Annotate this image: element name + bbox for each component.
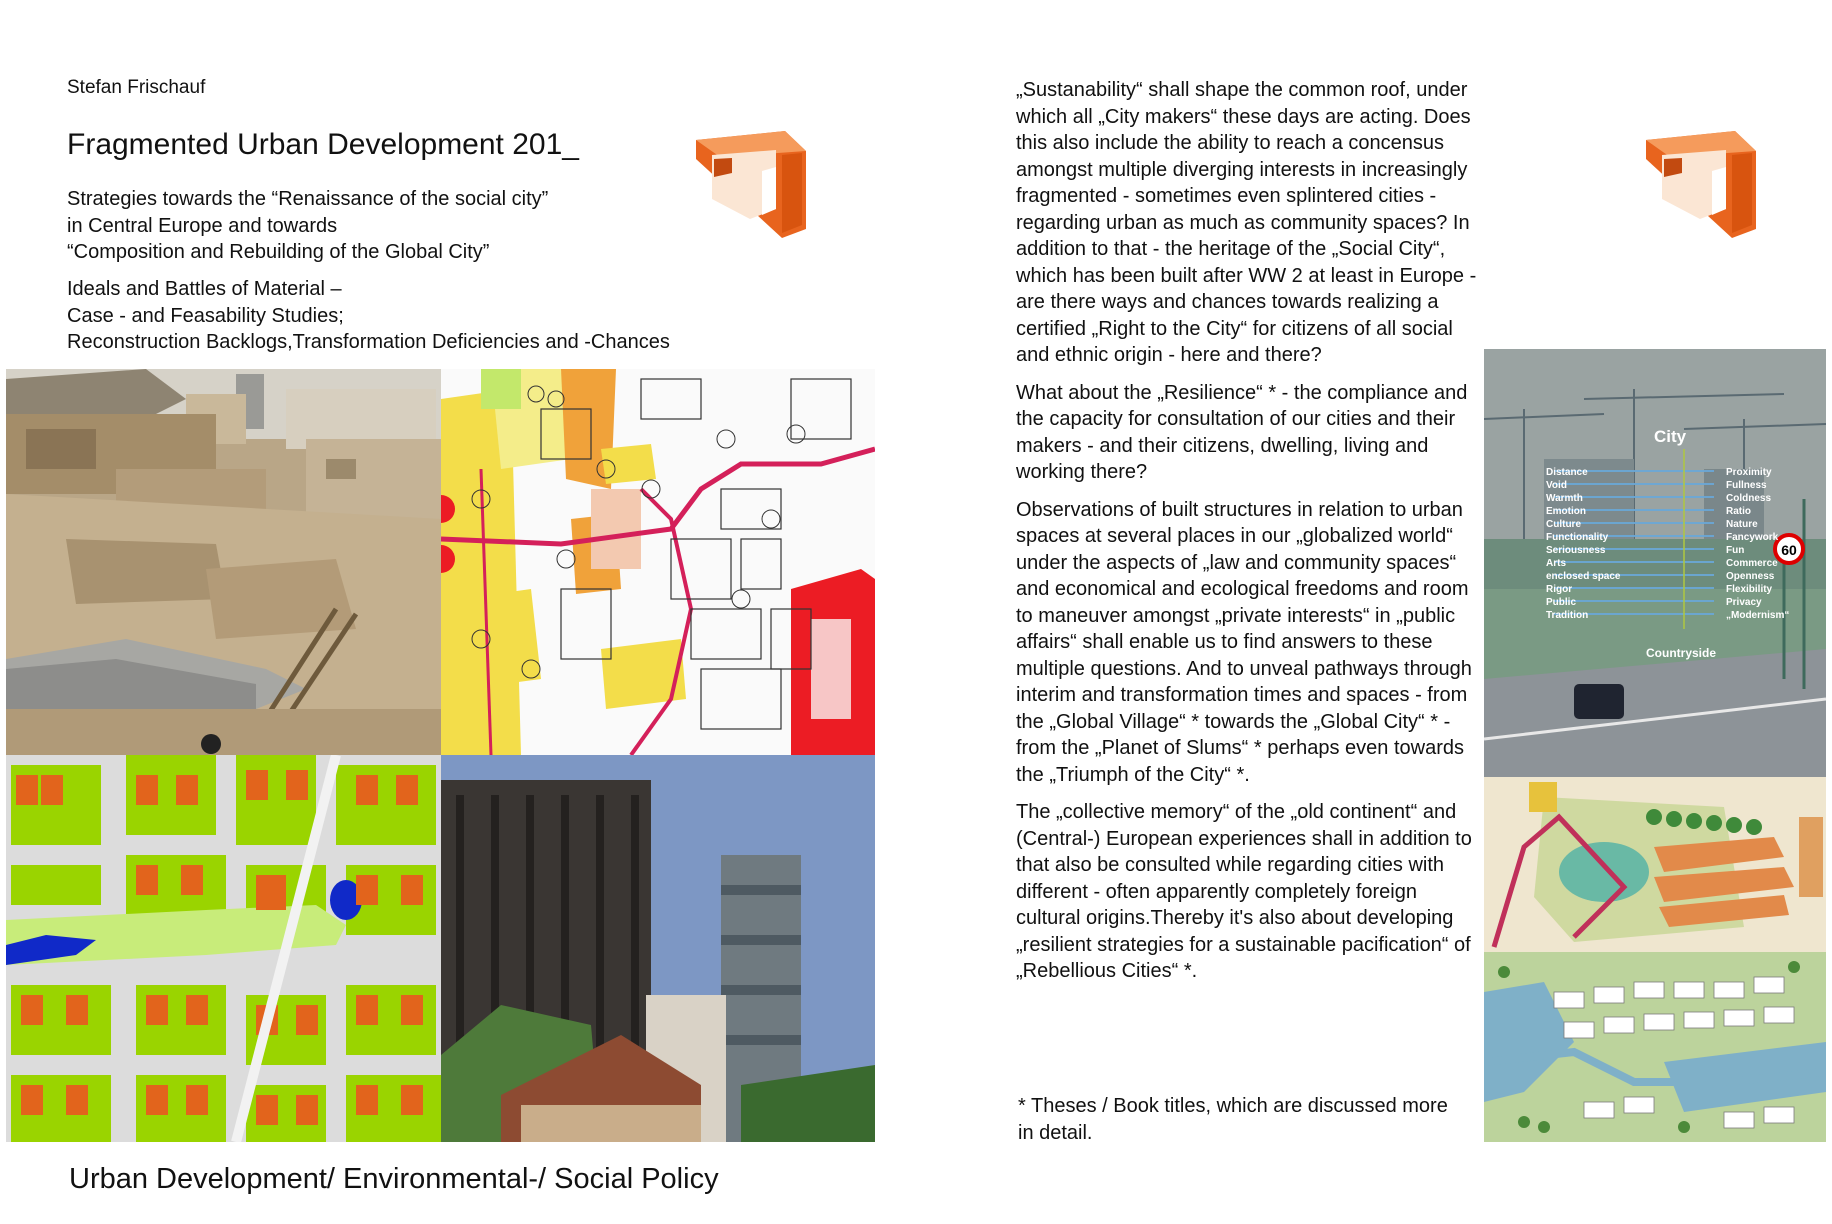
right-term: Fun [1726, 545, 1745, 556]
left-term: Void [1546, 480, 1567, 491]
left-term: Public [1546, 597, 1577, 608]
subtitle-line: “Composition and Rebuilding of the Global City” [67, 241, 490, 263]
speed-sign-value: 60 [1781, 542, 1797, 558]
paragraph-sustainability: „Sustanability“ shall shape the common roof, under which all „City makers“ these days are acting. Does this also include the ability to reach a concensus amongst multiple diverging interests in increasingly fragmented - sometimes even splintered cities - regarding urban as much as community spaces? In addition to that - the heritage of the „Social City“, which has been built after WW 2 at least in Europe - are there ways and chances towards realizing a certified „Right to the City“ for citizens of all social and ethnic origin - here and there? [1016, 79, 1477, 366]
diagram-bottom-label: Countryside [1646, 646, 1717, 660]
left-term: Rigor [1546, 584, 1573, 595]
footnote [1018, 1093, 1448, 1146]
green-site-plan [6, 755, 441, 1142]
right-term: Flexibility [1726, 584, 1773, 595]
paragraph-collective-memory: The „collective memory“ of the „old continent“ and (Central-) European experiences shall in addition to that also be consulted while regarding cities with different - often apparently completely foreign cultural origins.Thereby it's also about developing „resilient strategies for a sustainable pacification“ of „Rebellious Cities“ *. [1016, 801, 1472, 982]
paragraph-resilience: What about the „Resilience“ * - the compliance and the capacity for consultation of our cities and their makers - and their citizens, dwelling, living and working there? [1016, 381, 1468, 483]
author-name: Stefan Frischauf [67, 77, 206, 98]
right-term: Fancywork [1726, 532, 1779, 543]
left-term: Tradition [1546, 610, 1589, 621]
logo-left [690, 125, 810, 245]
footnote-line: * Theses / Book titles, which are discussed more [1018, 1095, 1448, 1117]
diagram-top-label: City [1654, 427, 1687, 446]
right-term: Fullness [1726, 480, 1767, 491]
right-text-column [1016, 77, 1486, 996]
topic-line: Case - and Feasability Studies; [67, 304, 344, 327]
left-term: enclosed space [1546, 571, 1621, 582]
aerial-masterplan-render [1484, 952, 1826, 1142]
left-term: Culture [1546, 519, 1581, 530]
topic-line: Ideals and Battles of Material – [67, 278, 342, 300]
left-term: Functionality [1546, 532, 1609, 543]
footer-heading: Urban Development/ Environmental-/ Social Policy [69, 1163, 719, 1195]
topics-block [67, 276, 670, 356]
left-term: Emotion [1546, 506, 1586, 517]
topic-line: Reconstruction Backlogs,Transformation Deficiencies and -Chances [67, 331, 670, 353]
paragraph-observations: Observations of built structures in relation to urban spaces at several places in our „globalized world“ under the aspects of „law and community spaces“ and economical and ecological freedoms and room to maneuver amongst „private interests“ in „public affairs“ shall enable us to find answers to these multiple questions. And to unveal pathways through interim and transformation times and spaces - from the „Global Village“ * towards the „Global City“ * - from the „Planet of Slums“ * perhaps even towards the „Triumph of the City“ *. [1016, 498, 1472, 786]
left-term: Arts [1546, 558, 1567, 569]
footnote-line: in detail. [1018, 1121, 1093, 1144]
subtitle-line: in Central Europe and towards [67, 214, 338, 237]
left-term: Seriousness [1546, 545, 1606, 556]
document-title: Fragmented Urban Development 201_ [67, 128, 579, 161]
right-term: Ratio [1726, 506, 1751, 517]
construction-site-photo [6, 369, 441, 755]
sketch-plan-drawing [1484, 777, 1826, 952]
city-countryside-diagram [1484, 349, 1826, 777]
logo-icon [1640, 125, 1760, 240]
right-term: Privacy [1726, 597, 1762, 608]
right-term: Commerce [1726, 558, 1778, 569]
logo-right [1640, 125, 1760, 245]
subtitle-block [67, 186, 548, 266]
subtitle-line: Strategies towards the “Renaissance of the social city” [67, 188, 549, 210]
right-term: Coldness [1726, 493, 1772, 504]
left-term: Distance [1546, 467, 1588, 478]
right-term: Nature [1726, 519, 1758, 530]
right-term: Openness [1726, 571, 1775, 582]
right-term: Proximity [1726, 467, 1772, 478]
right-term: „Modernism“ [1726, 610, 1790, 621]
skyline-towers-photo [441, 755, 875, 1142]
urban-plan-map [441, 369, 875, 755]
left-term: Warmth [1546, 493, 1583, 504]
logo-icon [690, 125, 810, 240]
